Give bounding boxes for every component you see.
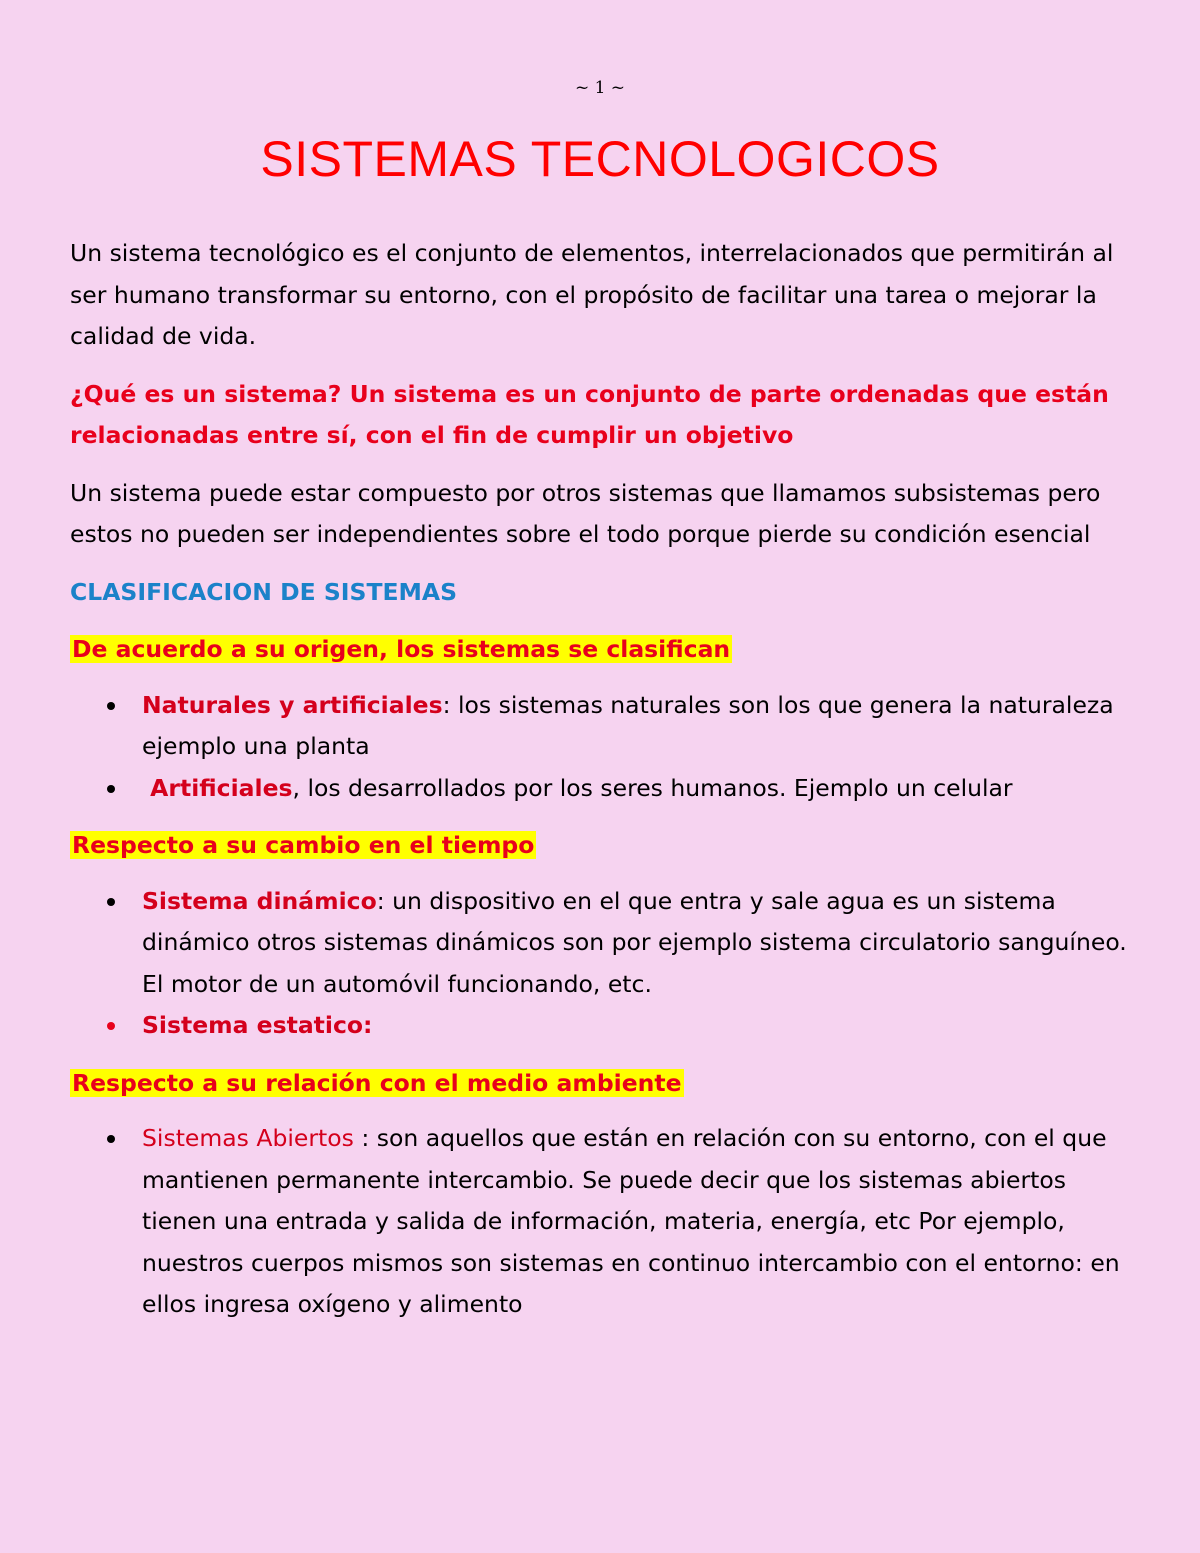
list-item-term: Sistemas Abiertos [142,1124,354,1152]
highlighted-heading: Respecto a su cambio en el tiempo [72,831,535,859]
document-body [70,233,1140,1342]
list-item-term: Naturales y artificiales [142,690,443,719]
list-item-text: : un dispositivo en el que entra y sale agua es un sistema dinámico otros sistemas dinámicos son por ejemplo sistema circulatorio sanguíneo. El motor de un automóvil funcionando, etc. [142,886,1127,998]
list-item-term: Sistema estatico: [142,1011,373,1039]
list-item-text: : los sistemas naturales son los que genera la naturaleza ejemplo una planta [142,690,1114,760]
list-item-term: Sistema dinámico [142,886,377,915]
bullet-icon [107,1135,115,1143]
highlighted-heading: De acuerdo a su origen, los sistemas se clasifican [72,635,731,663]
list-item-text: : son aquellos que están en relación con su entorno, con el que mantienen permanente intercambio. Se puede decir que los sistemas abiertos tienen una entrada y salida de información, materia, energía, etc Por ejemplo, nuestros cuerpos mismos son sistemas en continuo intercambio con el entorno: en ellos ingresa oxígeno y alimento [142,1124,1120,1318]
bullet-list-environment [70,1118,1140,1326]
subsystems-paragraph: Un sistema puede estar compuesto por otros sistemas que llamamos subsistemas pero estos no pueden ser independientes sobre el todo porque pierde su condición esencial [70,478,1101,548]
bullet-icon [107,898,115,906]
bullet-list-time [70,881,1140,1047]
highlighted-heading: Respecto a su relación con el medio ambiente [72,1068,682,1097]
list-item [70,1118,1140,1326]
bullet-icon [107,1022,115,1030]
section-heading-environment [70,1063,1140,1105]
list-item-text: , los desarrollados por los seres humanos. Ejemplo un celular [292,773,1013,802]
bullet-icon [107,702,115,710]
definition-paragraph: ¿Qué es un sistema? Un sistema es un conjunto de parte ordenadas que están relacionadas entre sí, con el fin de cumplir un objetivo [70,379,1109,449]
section-heading-time [70,825,1140,867]
bullet-list-origin [70,685,1140,810]
intro-paragraph: Un sistema tecnológico es el conjunto de elementos, interrelacionados que permitirán al ser humano transformar su entorno, con el propósito de facilitar una tarea o mejorar la calidad de vida. [70,239,1114,350]
list-item [70,685,1140,768]
classification-heading: CLASIFICACION DE SISTEMAS [70,577,458,606]
list-item [70,881,1140,1006]
bullet-icon [107,785,115,793]
list-item [70,1005,1140,1047]
document-title: SISTEMAS TECNOLOGICOS [260,131,940,187]
page-number: ~ 1 ~ [574,78,626,98]
list-item [70,768,1140,810]
section-heading-origin [70,629,1140,671]
list-item-term: Artificiales [142,773,293,802]
